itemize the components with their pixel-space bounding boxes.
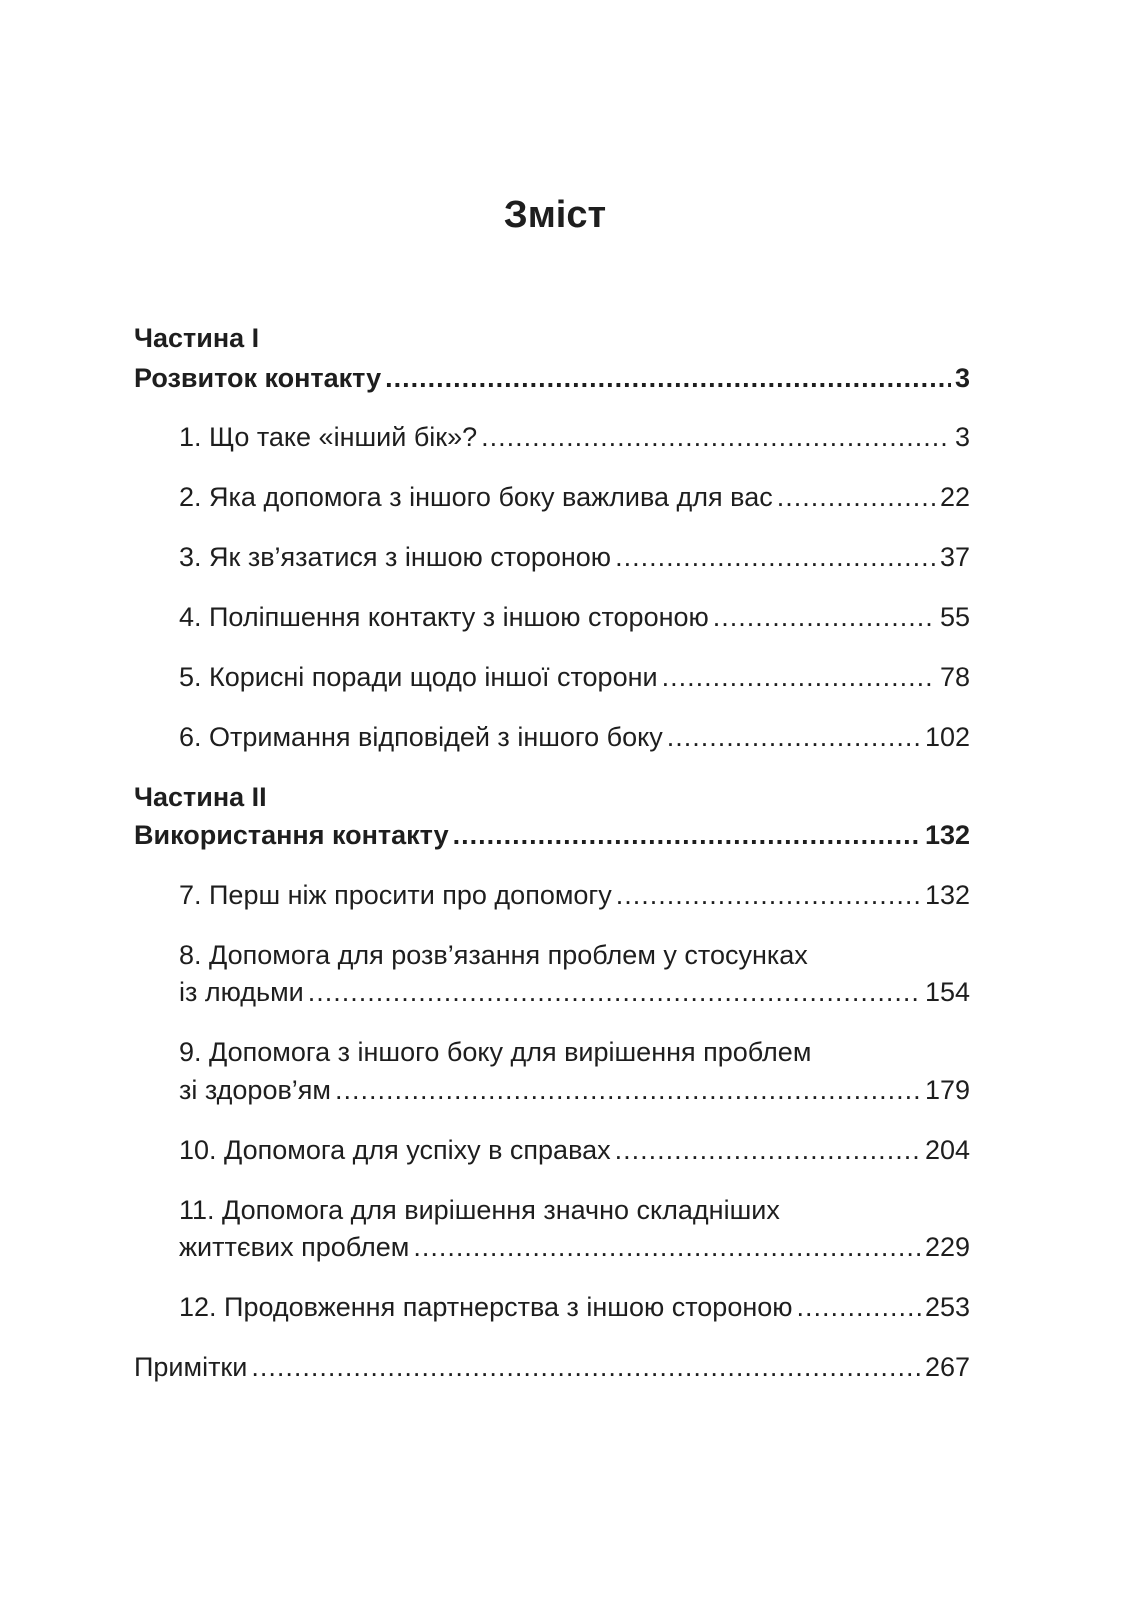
entry-title: Використання контакту <box>134 820 449 850</box>
part-2-label <box>134 778 970 816</box>
entry-title-line1[interactable]: 11. Допомога для вирішення значно складніших <box>179 1195 780 1225</box>
page-title: Зміст <box>503 194 607 236</box>
toc-entry[interactable] <box>179 1228 970 1266</box>
toc-entry[interactable] <box>179 1288 970 1326</box>
entry-title-cont: із людьми <box>179 977 304 1007</box>
entry-page: 253 <box>924 1292 970 1322</box>
toc-entry[interactable] <box>179 538 970 576</box>
entry-page: 132 <box>924 880 970 910</box>
toc-entry[interactable] <box>179 478 970 516</box>
entry-page: 204 <box>924 1135 970 1165</box>
toc-entry[interactable] <box>179 973 970 1011</box>
toc-entry-notes[interactable] <box>134 1348 970 1386</box>
dot-leader <box>777 478 936 516</box>
dot-leader <box>335 1071 921 1109</box>
entry-title: 5. Корисні поради щодо іншої сторони <box>179 662 658 692</box>
entry-title: 7. Перш ніж просити про допомогу <box>179 880 612 910</box>
entry-page: 3 <box>954 363 970 393</box>
toc-entry[interactable] <box>179 1071 970 1109</box>
dot-leader <box>413 1228 921 1266</box>
entry-title: Розвиток контакту <box>134 363 382 393</box>
dot-leader <box>615 1131 921 1169</box>
toc-entry[interactable] <box>179 598 970 636</box>
part-label: Частина II <box>134 782 267 812</box>
entry-page: 55 <box>939 602 970 632</box>
entry-page: 22 <box>939 482 970 512</box>
entry-title: 10. Допомога для успіху в справах <box>179 1135 611 1165</box>
entry-title: 2. Яка допомога з іншого боку важлива для вас <box>179 482 773 512</box>
entry-title: 3. Як зв’язатися з іншою стороною <box>179 542 612 572</box>
dot-leader <box>615 538 936 576</box>
toc-entry[interactable] <box>179 1131 970 1169</box>
dot-leader <box>797 1288 921 1326</box>
toc-entry[interactable] <box>179 658 970 696</box>
entry-title-cont: зі здоров’ям <box>179 1075 331 1105</box>
toc-entry[interactable] <box>179 718 970 756</box>
entry-title: 12. Продовження партнерства з іншою стороною <box>179 1292 793 1322</box>
entry-title: 1. Що таке «інший бік»? <box>179 422 478 452</box>
entry-page: 102 <box>924 722 970 752</box>
entry-page: 179 <box>924 1075 970 1105</box>
dot-leader <box>713 598 936 636</box>
entry-title-line1[interactable]: 9. Допомога з іншого боку для вирішення проблем <box>179 1037 812 1067</box>
dot-leader <box>662 658 936 696</box>
entry-page: 229 <box>924 1232 970 1262</box>
dot-leader <box>453 816 921 854</box>
part-1-label <box>134 319 970 357</box>
dot-leader <box>667 718 921 756</box>
toc-entry-part-2[interactable] <box>134 816 970 854</box>
entry-title-cont: життєвих проблем <box>179 1232 410 1262</box>
entry-page: 3 <box>954 422 970 452</box>
entry-page: 37 <box>939 542 970 572</box>
entry-title-line1[interactable]: 8. Допомога для розв’язання проблем у стосунках <box>179 940 808 970</box>
dot-leader <box>616 876 921 914</box>
entry-title: 6. Отримання відповідей з іншого боку <box>179 722 663 752</box>
dot-leader <box>385 359 951 397</box>
entry-title: 4. Поліпшення контакту з іншою стороною <box>179 602 709 632</box>
toc-entry[interactable] <box>179 876 970 914</box>
entry-page: 132 <box>924 820 970 850</box>
entry-page: 154 <box>924 977 970 1007</box>
entry-page: 267 <box>924 1352 970 1382</box>
entry-title: Примітки <box>134 1352 248 1382</box>
dot-leader <box>308 973 921 1011</box>
dot-leader <box>251 1348 921 1386</box>
toc-entry[interactable] <box>179 418 970 456</box>
dot-leader <box>481 418 951 456</box>
toc-entry-part-1[interactable] <box>134 359 970 397</box>
entry-page: 78 <box>939 662 970 692</box>
part-label: Частина I <box>134 323 260 353</box>
